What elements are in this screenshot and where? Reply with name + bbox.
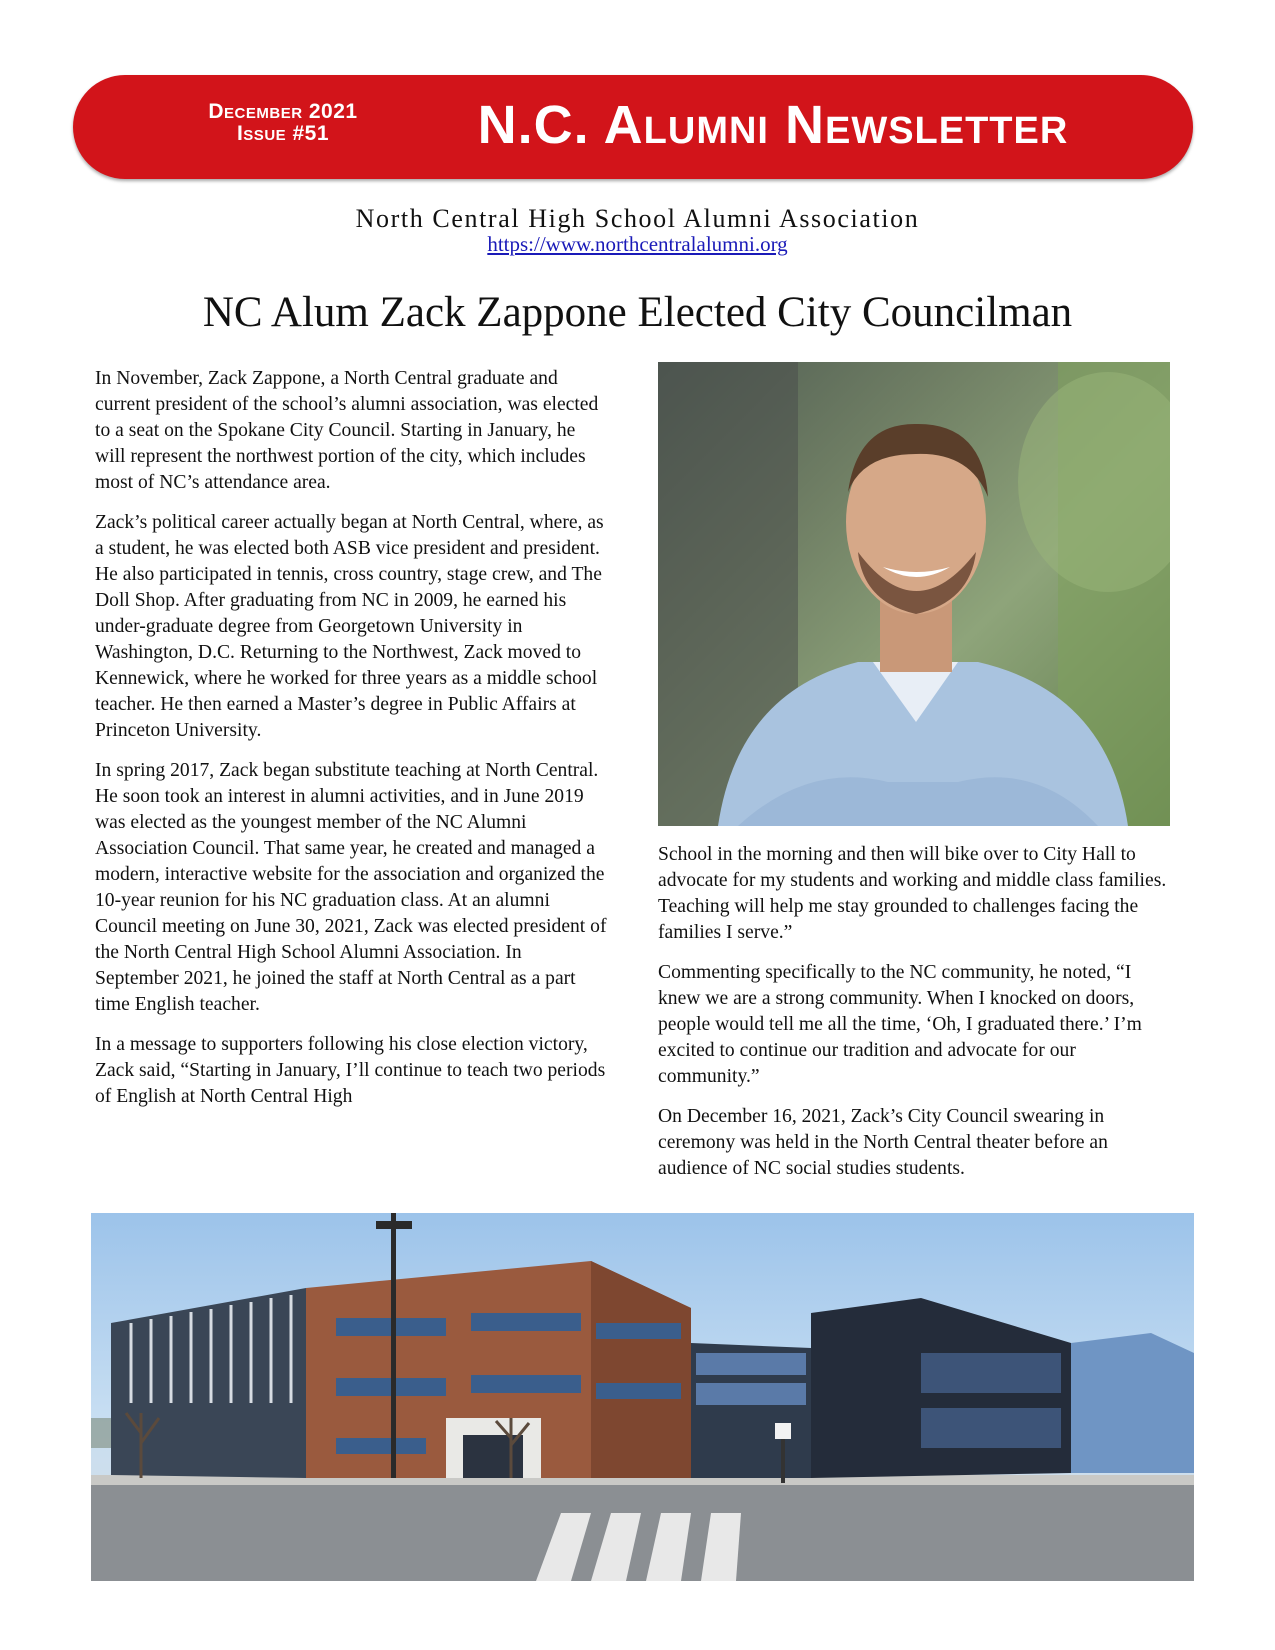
article-paragraph: On December 16, 2021, Zack’s City Council swearing in ceremony was held in the North Central theater before an audience of NC social studies students.	[658, 1106, 1108, 1179]
article-column-right	[658, 842, 1173, 1196]
association-name: North Central High School Alumni Association	[355, 204, 920, 233]
article-paragraph: In November, Zack Zappone, a North Central graduate and current president of the school’s alumni association, was elected to a seat on the Spokane City Council. Starting in January, he will represent the northwest portion of the city, which includes most of NC’s attendance area.	[95, 368, 599, 493]
portrait-illustration	[658, 362, 1170, 826]
article-column-left	[95, 366, 610, 1124]
article-paragraph: Commenting specifically to the NC community, he noted, “I knew we are a strong community. When I knocked on doors, people would tell me all the time, ‘Oh, I graduated there.’ I’m excited to continue our tradition and advocate for our community.”	[658, 962, 1142, 1087]
article-paragraph: In spring 2017, Zack began substitute teaching at North Central. He soon took an interest in alumni activities, and in June 2019 was elected as the youngest member of the NC Alumni Association Council. That same year, he created and managed a modern, interactive website for the association and organized the 10-year reunion for his NC graduation class. At an alumni Council meeting on June 30, 2021, Zack was elected president of the North Central High School Alumni Association. In September 2021, he joined the staff at North Central as a part time English teacher.	[95, 760, 607, 1015]
school-building-photo	[91, 1213, 1194, 1581]
newsletter-banner	[73, 75, 1193, 179]
issue-number: Issue #51	[236, 122, 330, 145]
article-paragraph: School in the morning and then will bike over to City Hall to advocate for my students and working and middle class families. Teaching will help me stay grounded to challenges facing the families I serve.”	[658, 844, 1167, 943]
article-headline: NC Alum Zack Zappone Elected City Councilman	[202, 289, 1073, 336]
school-building-illustration	[91, 1213, 1194, 1581]
issue-date: December 2021	[208, 100, 358, 123]
article-paragraph: Zack’s political career actually began at North Central, where, as a student, he was elected both ASB vice president and president. He also participated in tennis, cross country, stage crew, and The Doll Shop. After graduating from NC in 2009, he earned his under-graduate degree from Georgetown University in Washington, D.C. Returning to the Northwest, Zack moved to Kennewick, where he worked for three years as a middle school teacher. He then earned a Master’s degree in Public Affairs at Princeton University.	[95, 512, 604, 741]
association-link[interactable]: https://www.northcentralalumni.org	[487, 232, 788, 256]
portrait-photo	[658, 362, 1170, 826]
issue-info	[173, 101, 393, 145]
article-paragraph: In a message to supporters following his close election victory, Zack said, “Starting in January, I’ll continue to teach two periods of English at North Central High	[95, 1034, 606, 1107]
newsletter-title: N.C. Alumni Newsletter	[477, 95, 1069, 155]
